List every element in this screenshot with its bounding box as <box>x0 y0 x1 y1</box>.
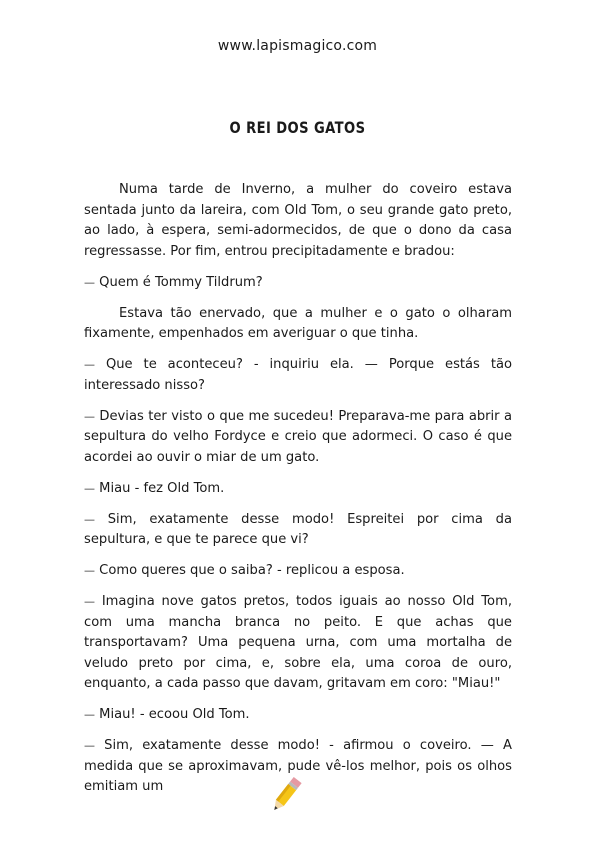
story-title: O REI DOS GATOS <box>229 118 366 137</box>
story-body <box>84 180 512 798</box>
dialogue-line: — Imagina nove gatos pretos, todos iguais ao nosso Old Tom, com uma mancha branca no peito. E que achas que transportavam? Uma pequena urna, com uma mortalha de veludo preto por cima, e, sobre ela, uma coroa de ouro, enquanto, a cada passo que davam, gritavam em coro: "Miau!" <box>84 594 512 691</box>
pencil-icon <box>268 774 304 816</box>
dialogue-line: — Sim, exatamente desse modo! - afirmou o coveiro. — A medida que se aproximavam, pude vê-los melhor, pois os olhos emitiam um <box>84 738 512 794</box>
narrative-paragraph: Numa tarde de Inverno, a mulher do coveiro estava sentada junto da lareira, com Old Tom, o seu grande gato preto, ao lado, à espera, semi-adormecidos, de que o dono da casa regressasse. Por fim, entrou precipitadamente e bradou: <box>84 182 512 259</box>
narrative-paragraph: Estava tão enervado, que a mulher e o gato o olharam fixamente, empenhados em averiguar o que tinha. <box>84 305 512 341</box>
dialogue-line: — Miau! - ecoou Old Tom. <box>84 707 250 722</box>
dialogue-line: — Como queres que o saiba? - replicou a esposa. <box>84 563 405 578</box>
dialogue-line: — Que te aconteceu? - inquiriu ela. — Porque estás tão interessado nisso? <box>84 357 512 393</box>
dialogue-line: — Devias ter visto o que me sucedeu! Preparava-me para abrir a sepultura do velho Fordyce e creio que adormeci. O caso é que acordei ao ouvir o miar de um gato. <box>84 408 512 465</box>
dialogue-line: — Quem é Tommy Tildrum? <box>84 274 263 290</box>
dialogue-line: — Miau - fez Old Tom. <box>84 480 225 496</box>
site-url[interactable]: www.lapismagico.com <box>217 38 378 54</box>
dialogue-line: — Sim, exatamente desse modo! Espreitei por cima da sepultura, e que te parece que vi? <box>84 511 512 547</box>
